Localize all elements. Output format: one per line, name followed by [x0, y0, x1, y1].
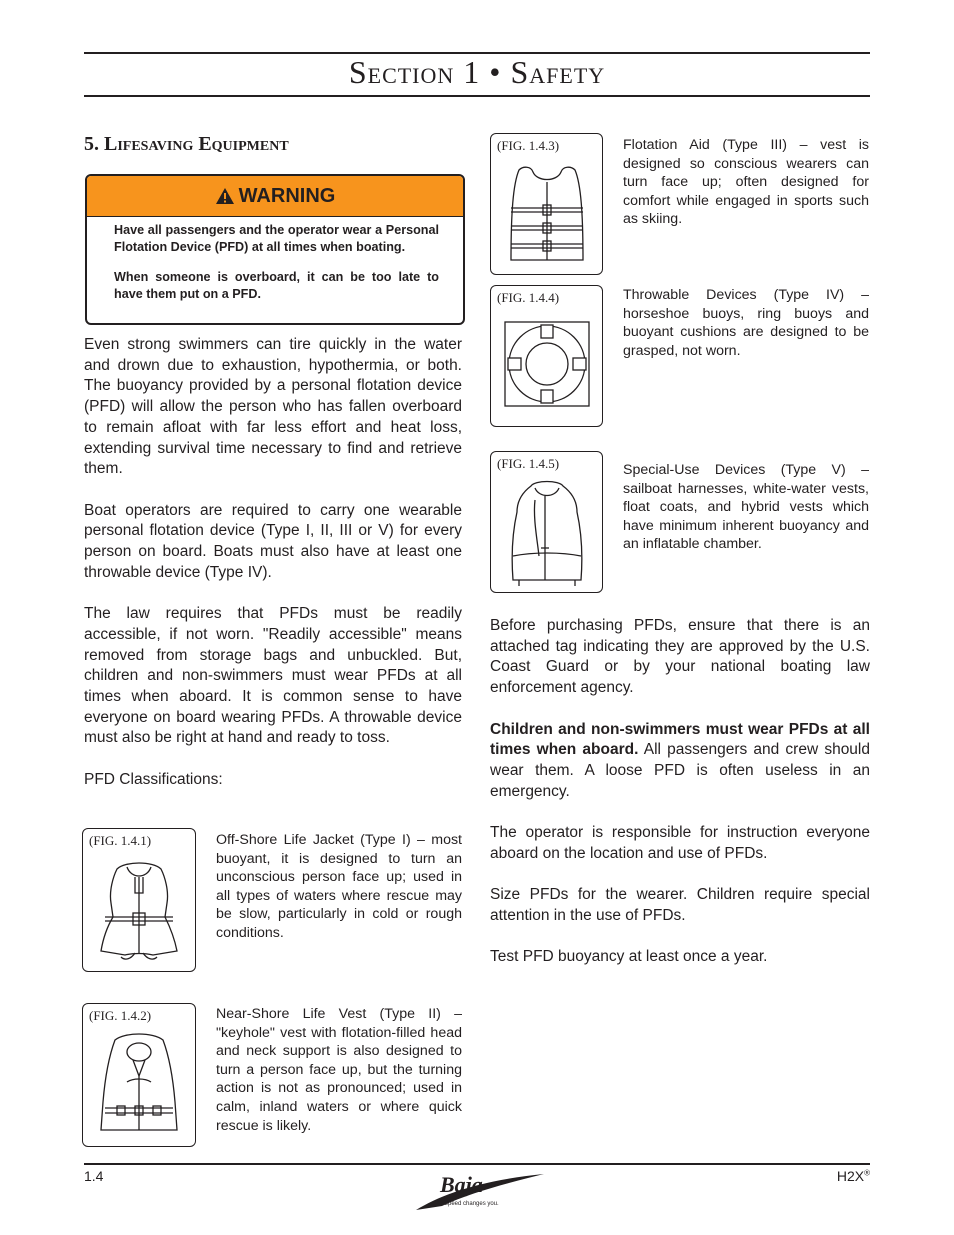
- page-number: 1.4: [84, 1168, 104, 1184]
- left-paragraph-2: Boat operators are required to carry one wearable personal flotation device (Type I, II, III or V) for every person on board. Boats must also have at least one throwable device (Type IV).: [84, 501, 462, 581]
- footer-rule: [84, 1163, 870, 1165]
- model-name: [837, 1168, 870, 1184]
- right-paragraph-2: [490, 720, 870, 803]
- figure-1-4-1-description: Off-Shore Life Jacket (Type I) – most buoyant, it is designed to turn an unconscious person face up; used in all types of waters where rescue may be slow, particularly in cold or rough conditions.: [216, 832, 462, 941]
- figure-1-4-3: [490, 133, 603, 275]
- right-body: [490, 616, 870, 968]
- page-title: Section 1 • Safety: [348, 54, 606, 90]
- warning-triangle-icon: [215, 187, 235, 205]
- registered-mark: ®: [864, 1168, 870, 1178]
- right-paragraph-1: Before purchasing PFDs, ensure that there is an attached tag indicating they are approved by the U.S. Coast Guard or by your national boating law enforcement agency.: [490, 617, 870, 697]
- warning-header: [87, 176, 463, 217]
- figure-1-4-5-description: Special-Use Devices (Type V) – sailboat harnesses, white-water vests, float coats, and hybrid vests which have minimum inherent buoyancy and an inflatable chamber.: [623, 462, 869, 553]
- right-paragraph-3: The operator is responsible for instruction everyone aboard on the location and use of PFDs.: [490, 824, 870, 862]
- type-1-life-jacket-icon: [95, 857, 183, 965]
- left-body: [84, 335, 462, 790]
- warning-label: WARNING: [238, 184, 336, 207]
- type-4-ring-buoy-icon: [501, 318, 593, 410]
- header-bottom-rule: [84, 95, 870, 97]
- warning-text-1: Have all passengers and the operator wear a Personal Flotation Device (PFD) at all times when boating.: [114, 223, 439, 254]
- figure-label: (FIG. 1.4.3): [497, 138, 560, 153]
- figure-label: (FIG. 1.4.1): [89, 833, 152, 848]
- type-3-flotation-vest-icon: [507, 164, 587, 268]
- model-text: H2X: [836, 1168, 865, 1184]
- figure-1-4-1: [82, 828, 196, 972]
- figure-1-4-5: [490, 451, 603, 593]
- figure-label: (FIG. 1.4.4): [497, 290, 560, 305]
- figure-1-4-2-description: Near-Shore Life Vest (Type II) – "keyhole" vest with flotation-filled head and neck support is also designed to turn a person face up, but the turning action is not as pronounced; used in calm, inland waters or where quick rescue is likely.: [216, 1006, 462, 1134]
- warning-body: [87, 217, 463, 303]
- left-paragraph-1: Even strong swimmers can tire quickly in the water and drown due to exhaustion, hypothermia, or both. The buoyancy provided by a personal flotation device (PFD) will allow the person who has fallen overboard to remain afloat with far less effort and heat loss, extending survival time necessary to find and retrieve them.: [84, 336, 462, 478]
- right-paragraph-4: Size PFDs for the wearer. Children require special attention in the use of PFDs.: [490, 886, 870, 924]
- warning-box: [85, 174, 465, 325]
- figure-1-4-2: [82, 1003, 196, 1147]
- figure-label: (FIG. 1.4.5): [497, 456, 560, 471]
- figure-1-4-3-description: Flotation Aid (Type III) – vest is designed so conscious wearers can turn face up; often designed for comfort while engaged in sports such as skiing.: [623, 137, 869, 228]
- figure-label: (FIG. 1.4.2): [89, 1008, 152, 1023]
- baja-logo: [412, 1170, 548, 1214]
- left-paragraph-3: The law requires that PFDs must be readily accessible, if not worn. "Readily accessible" means removed from storage bags and unbuckled. But, children and non-swimmers must wear PFDs at all times when aboard. It is common sense to have everyone on board wearing PFDs. A throwable device must also be right at hand and ready to toss.: [84, 605, 462, 747]
- type-2-keyhole-vest-icon: [97, 1030, 181, 1142]
- warning-text-2: When someone is overboard, it can be too late to have them put on a PFD.: [114, 270, 439, 301]
- right-paragraph-5: Test PFD buoyancy at least once a year.: [490, 948, 768, 966]
- right-paragraph-2-rest: All passengers and crew should wear them. A loose PFD is often useless in an emergency.: [490, 741, 870, 800]
- figure-1-4-4-description: Throwable Devices (Type IV) – horseshoe buoys, ring buoys and buoyant cushions are designed to be grasped, not worn.: [623, 287, 869, 359]
- logo-tagline: Speed changes you.: [444, 1201, 499, 1207]
- section-heading: 5. Lifesaving Equipment: [84, 133, 289, 155]
- left-paragraph-4: PFD Classifications:: [84, 770, 223, 788]
- figure-1-4-4: [490, 285, 603, 427]
- logo-wordmark: Baja: [440, 1172, 483, 1197]
- right-paragraph-2-bold: Children and non-swimmers must wear PFDs at all times when aboard.: [490, 720, 870, 759]
- type-5-special-use-vest-icon: [505, 478, 589, 588]
